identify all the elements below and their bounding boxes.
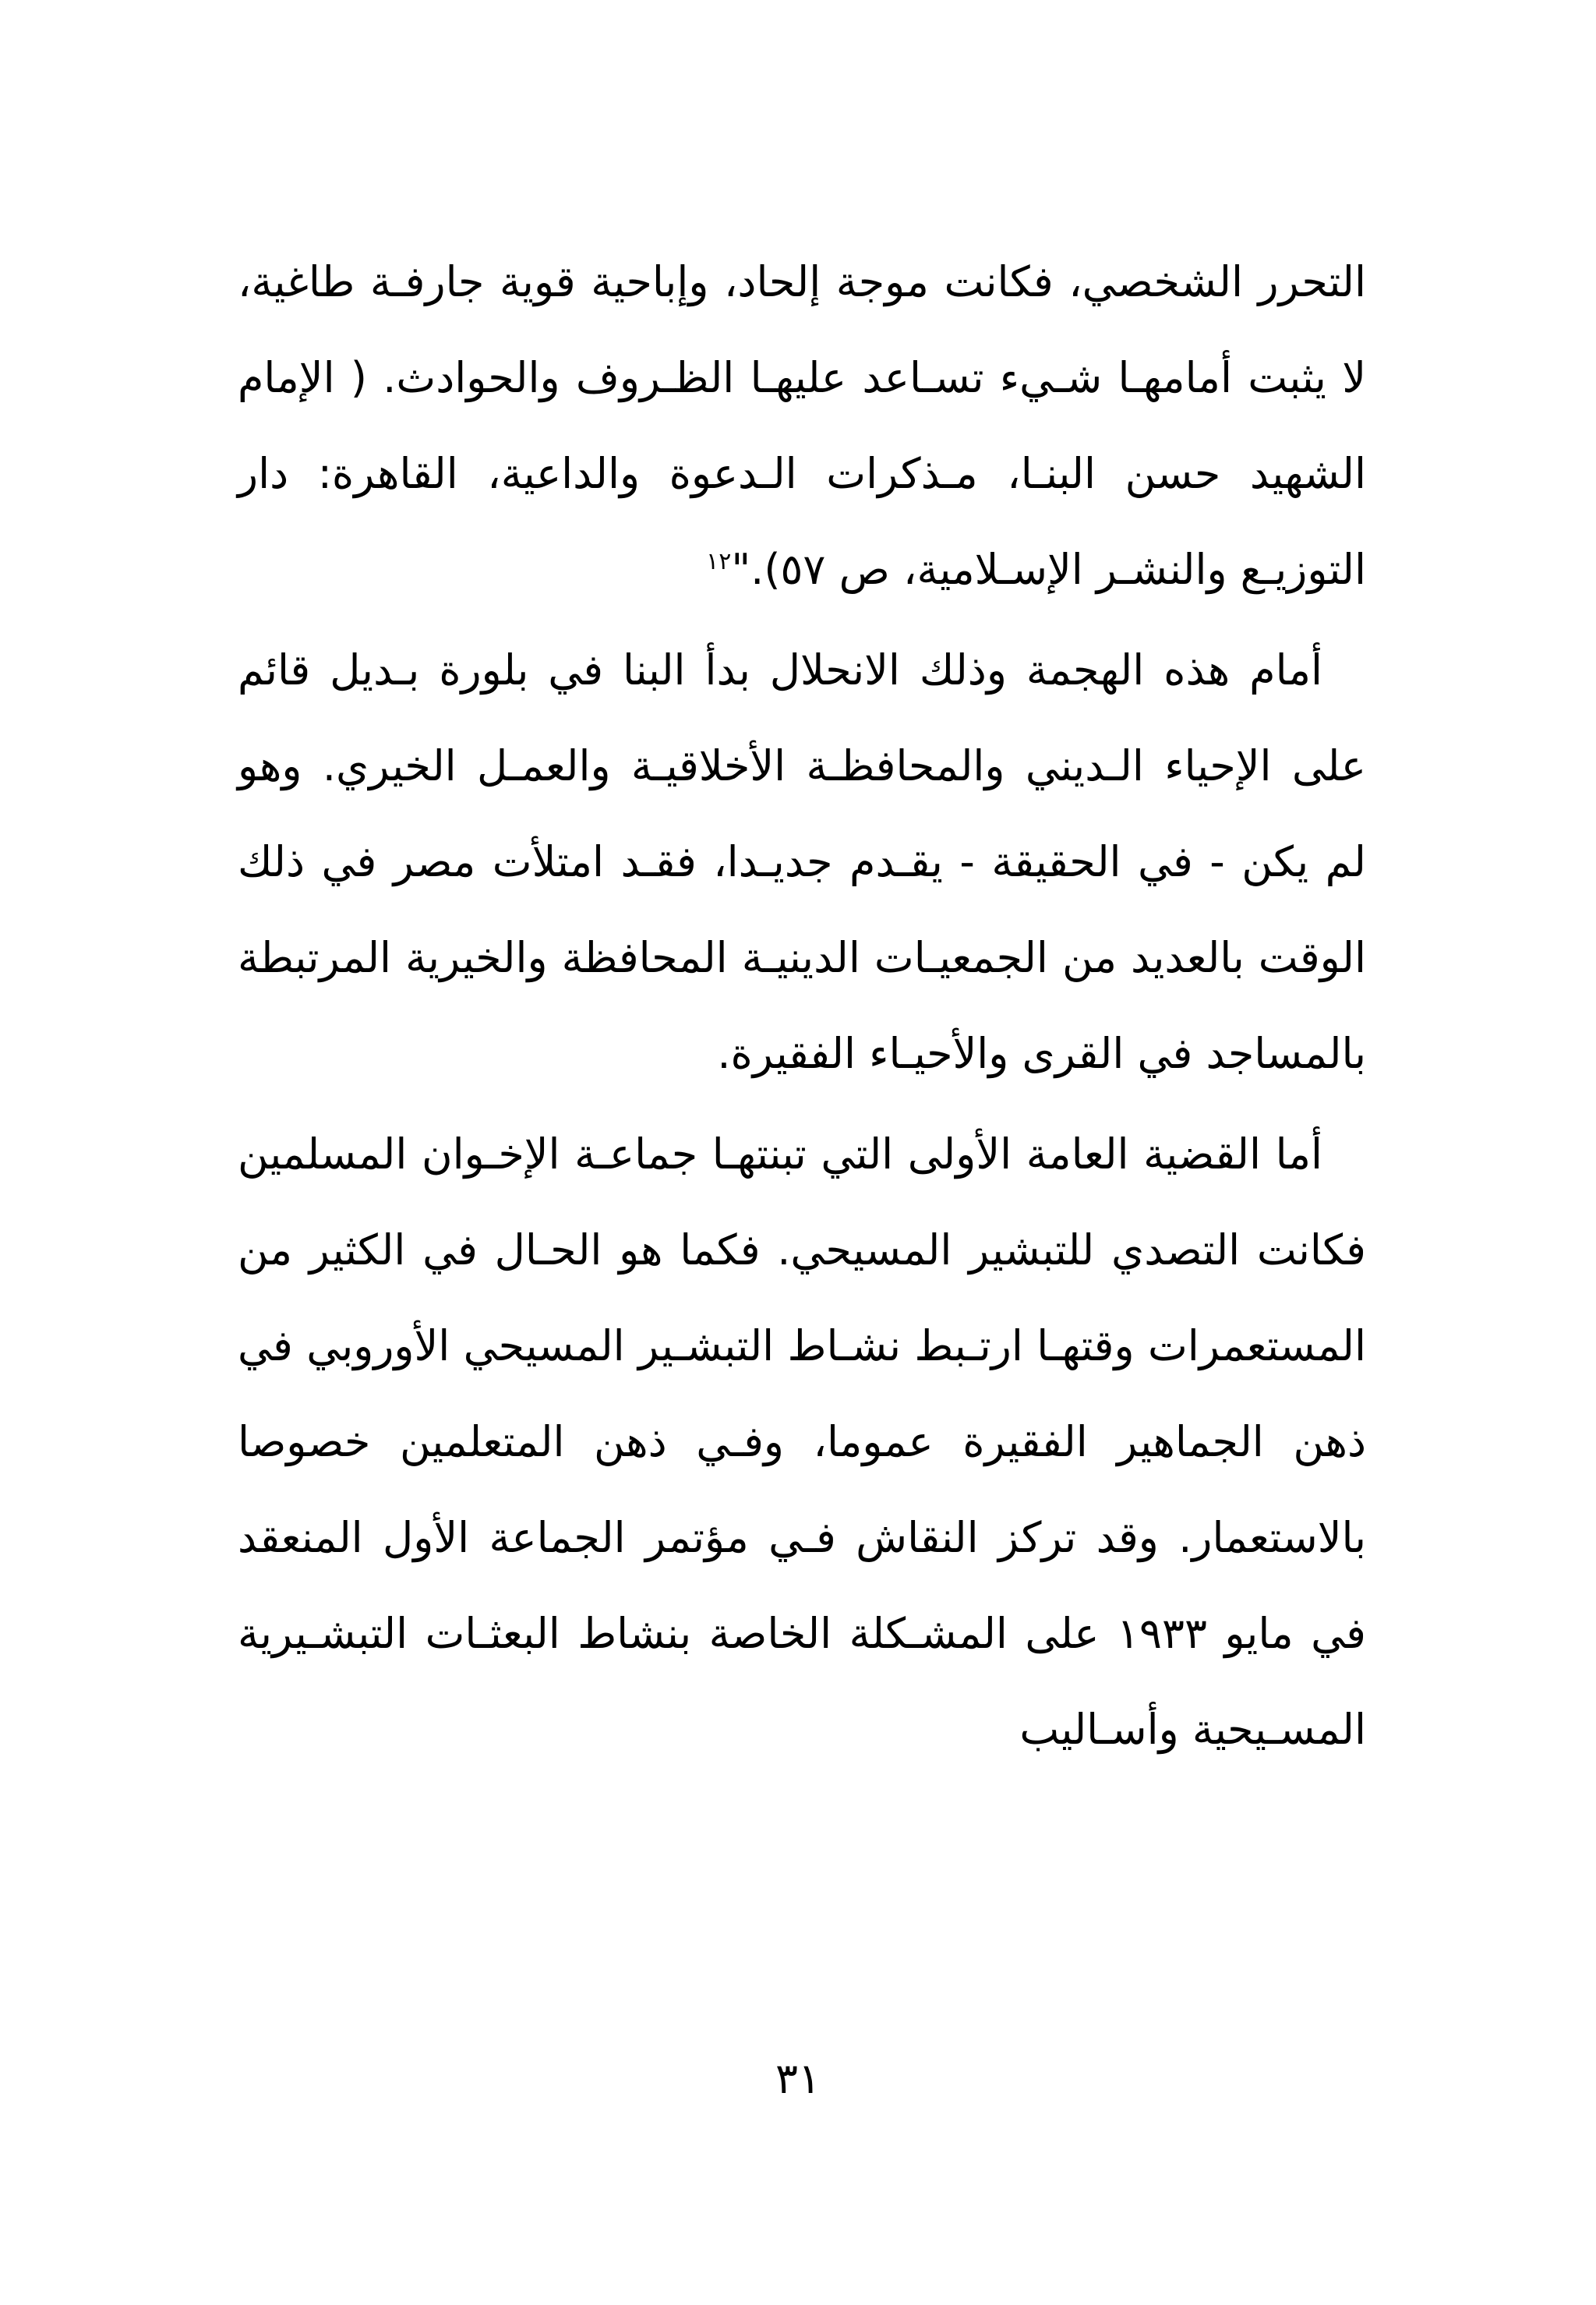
paragraph-text: أما القضية العامة الأولى التي تبنتهـا جماعـة الإخـوان المسلمين فكانت التصدي للتبشير المسيحي. فكما هو الحـال في الكثير من المستعمرات وقتهـا ارتـبط نشـاط التبشـير المسيحي الأوروبي في ذهن الجماهير الفقيرة عموما، وفـي ذهن المتعلمين خصوصا بالاستعمار. وقد تركز النقاش فـي مؤتمر الجماعة الأول المنعقد في مايو ١٩٣٣ على المشـكلة الخاصة بنشاط البعثـات التبشـيرية المسـيحية وأسـاليب: [238, 1130, 1366, 1754]
body-text: [238, 234, 1366, 1777]
footnote-reference[interactable]: ١٢: [706, 548, 732, 575]
paragraph-quote-continuation: [238, 234, 1366, 617]
paragraph-missionary-issue: [238, 1106, 1366, 1777]
paragraph-text: التحرر الشخصي، فكانت موجة إلحاد، وإباحية قوية جارفـة طاغية، لا يثبت أمامهـا شـيء تسـاعد عليهـا الظـروف والحوادث. ( الإمام الشهيد حسن البنـا، مـذكرات الـدعوة والداعية، القاهرة: دار التوزيـع والنشـر الإسـلامية، ص ٥٧).": [238, 257, 1366, 594]
page-number: ٣١: [775, 2054, 821, 2103]
paragraph-banna-alternative: [238, 622, 1366, 1101]
paragraph-text: أمام هذه الهجمة وذلك الانحلال بدأ البنا في بلورة بـديل قائم على الإحياء الـديني والمحافظـة الأخلاقيـة والعمـل الخيري. وهو لم يكن - في الحقيقة - يقـدم جديـدا، فقـد امتلأت مصر في ذلك الوقت بالعديد من الجمعيـات الدينيـة المحافظة والخيرية المرتبطة بالمساجد في القرى والأحيـاء الفقيرة.: [238, 645, 1366, 1078]
